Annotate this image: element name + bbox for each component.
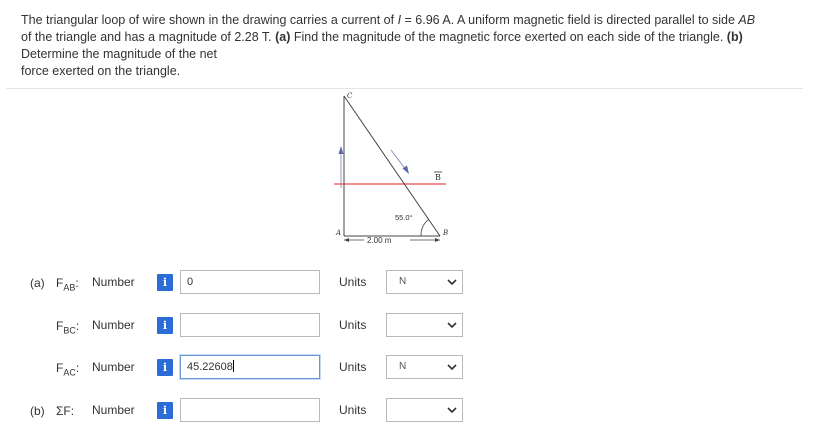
info-icon[interactable]: i [157, 274, 173, 291]
units-label: Units [339, 403, 367, 417]
field-vector-label [434, 172, 442, 182]
number-label: Number [92, 360, 135, 374]
answer-row-fac [0, 355, 815, 381]
svg-text:B: B [435, 173, 441, 182]
length-label: 2.00 m [367, 236, 392, 245]
part-b-label: (b) [30, 404, 45, 418]
variable-net-force-label: ΣF: [56, 404, 75, 418]
triangle-side-bc [344, 96, 440, 236]
answer-row-fab [0, 270, 815, 296]
angle-arc [421, 219, 429, 236]
angle-label: 55.0° [395, 213, 413, 222]
info-icon[interactable]: i [157, 317, 173, 334]
info-icon[interactable]: i [157, 359, 173, 376]
net-force-number-input[interactable] [180, 398, 320, 422]
units-label: Units [339, 318, 367, 332]
fbc-number-input[interactable] [180, 313, 320, 337]
number-label: Number [92, 318, 135, 332]
answer-row-net-force [0, 398, 815, 424]
vertex-b-label: B [443, 229, 449, 237]
selected-unit: N [399, 361, 407, 372]
variable-fab-label: $F_{AB}$: [56, 276, 79, 293]
units-label: Units [339, 360, 367, 374]
net-force-units-select[interactable] [386, 398, 463, 422]
question-line-3: Determine the magnitude of the net [21, 47, 217, 61]
fab-units-select[interactable] [386, 270, 463, 294]
fac-units-select[interactable] [386, 355, 463, 379]
fab-number-input[interactable]: 0 [180, 270, 320, 294]
current-arrow-diagonal-icon [391, 150, 409, 174]
triangle-loop-figure [334, 88, 464, 248]
selected-unit: N [399, 276, 407, 287]
fbc-units-select[interactable] [386, 313, 463, 337]
question-line-2: of the triangle and has a magnitude of 2.28 T. (a) Find the magnitude of the magnetic force exerted on each side of the triangle. (b) [21, 30, 743, 44]
chevron-down-icon [446, 319, 458, 331]
chevron-down-icon [446, 361, 458, 373]
vertex-c-label: C [347, 92, 353, 100]
part-a-label: (a) [30, 276, 45, 290]
vertex-a-label: A [336, 229, 342, 237]
number-label: Number [92, 403, 135, 417]
chevron-down-icon [446, 276, 458, 288]
variable-fac-label: $F_{AC}$: [56, 361, 80, 378]
units-label: Units [339, 275, 367, 289]
info-icon[interactable]: i [157, 402, 173, 419]
current-arrow-up-icon [339, 146, 344, 188]
question-panel [6, 3, 803, 89]
text-caret [233, 360, 234, 372]
variable-fbc-label: $F_{BC}$: [56, 319, 80, 336]
question-line-4: force exerted on the triangle. [21, 64, 181, 78]
fac-input-value: 45.22608 [187, 361, 233, 373]
fac-number-input[interactable] [180, 355, 320, 379]
answer-row-fbc [0, 313, 815, 339]
length-dimension [344, 238, 440, 242]
number-label: Number [92, 275, 135, 289]
chevron-down-icon [446, 404, 458, 416]
question-text [21, 12, 791, 80]
question-line-1: The triangular loop of wire shown in the drawing carries a current of I = 6.96 A. A uniform magnetic field is directed parallel to side AB [21, 13, 756, 27]
